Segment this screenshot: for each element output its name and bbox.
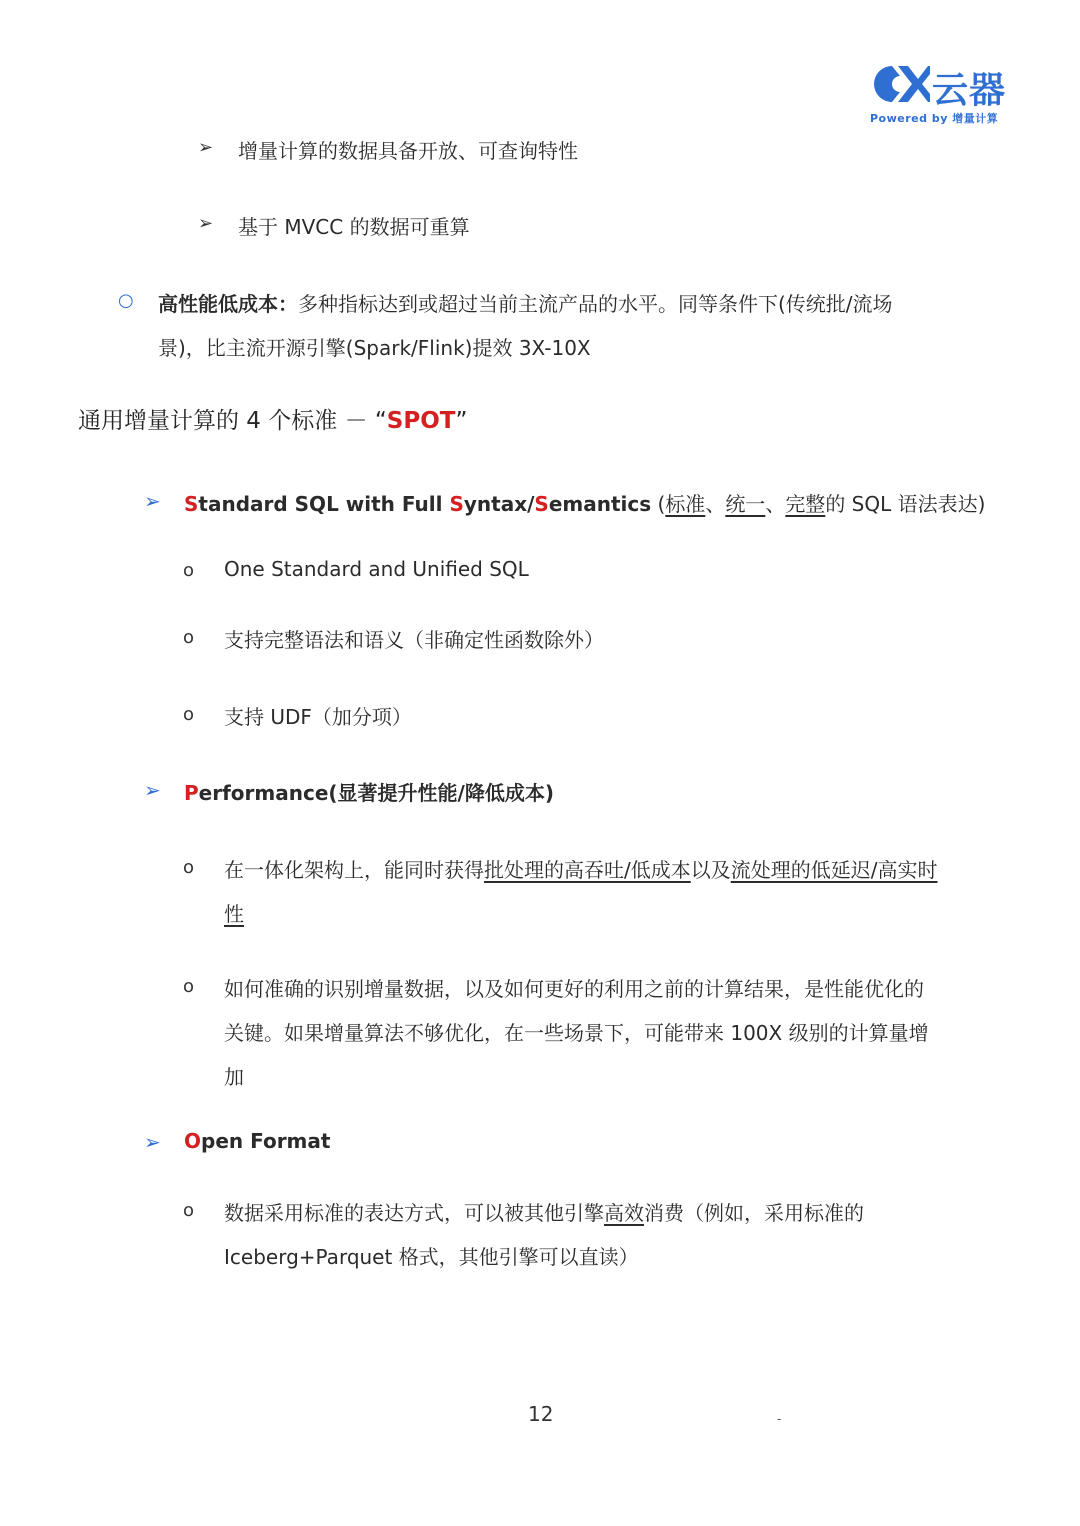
arrow-bullet-icon: ➢	[144, 1130, 161, 1154]
list-item: One Standard and Unified SQL	[224, 557, 529, 581]
circle-bullet-icon: o	[183, 857, 195, 878]
list-item-continuation: Iceberg+Parquet 格式，其他引擎可以直读）	[224, 1245, 639, 1269]
list-item: 支持 UDF（加分项）	[224, 705, 412, 729]
list-item: 如何准确的识别增量数据，以及如何更好的利用之前的计算结果，是性能优化的	[224, 977, 924, 1001]
logo-mark-icon	[868, 62, 930, 106]
arrow-bullet-icon: ➢	[198, 137, 214, 158]
circle-bullet-icon: o	[183, 627, 195, 648]
arrow-bullet-icon: ➢	[144, 489, 161, 513]
list-item: 数据采用标准的表达方式，可以被其他引擎高效消费（例如，采用标准的	[224, 1201, 864, 1225]
perf-item-label: 高性能低成本：	[158, 292, 298, 316]
logo-tagline: Powered by 增量计算	[870, 112, 999, 125]
list-item: 增量计算的数据具备开放、可查询特性	[238, 139, 578, 163]
footer-mark: -	[777, 1412, 782, 1426]
section-title: 通用增量计算的 4 个标准 － “SPOT”	[78, 408, 468, 434]
standard-o-heading: Open Format	[184, 1129, 331, 1153]
circle-bullet-icon: o	[183, 704, 195, 725]
arrow-bullet-icon: ➢	[144, 778, 161, 802]
perf-item-line2: 景)，比主流开源引擎(Spark/Flink)提效 3X-10X	[158, 336, 591, 360]
circle-bullet-icon: o	[183, 976, 195, 997]
arrow-bullet-icon: ➢	[198, 213, 214, 234]
list-item-continuation: 性	[224, 902, 244, 926]
logo-name: 云器	[932, 70, 1007, 111]
circle-bullet-icon: o	[183, 1200, 195, 1221]
standard-s-heading: Standard SQL with Full Syntax/Semantics (标准、统一、完整的 SQL 语法表达)	[184, 492, 986, 516]
standard-p-heading: Performance(显著提升性能/降低成本)	[184, 781, 554, 805]
list-item-continuation: 加	[224, 1065, 244, 1089]
list-item-continuation: 关键。如果增量算法不够优化，在一些场景下，可能带来 100X 级别的计算量增	[224, 1021, 929, 1045]
circle-bullet-icon: ○	[118, 290, 134, 311]
list-item: 支持完整语法和语义（非确定性函数除外）	[224, 628, 604, 652]
spot-highlight: SPOT	[386, 408, 456, 434]
brand-logo	[868, 62, 1008, 128]
perf-item-line1: 高性能低成本：多种指标达到或超过当前主流产品的水平。同等条件下(传统批/流场	[158, 292, 893, 316]
list-item: 在一体化架构上，能同时获得批处理的高吞吐/低成本以及流处理的低延迟/高实时	[224, 858, 938, 882]
circle-bullet-icon: o	[183, 560, 195, 581]
list-item: 基于 MVCC 的数据可重算	[238, 215, 470, 239]
page-number: 12	[528, 1402, 554, 1426]
